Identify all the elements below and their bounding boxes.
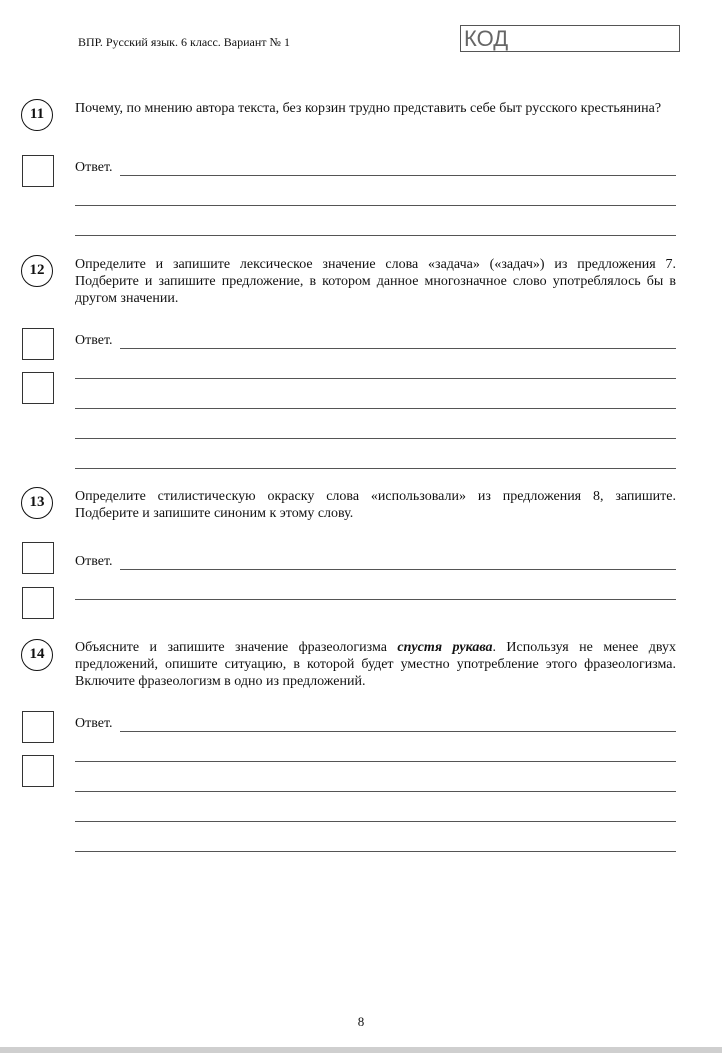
code-field[interactable]: КОД <box>460 25 680 52</box>
answer-line[interactable] <box>75 408 676 409</box>
score-box-12b[interactable] <box>22 372 54 404</box>
answer-line[interactable] <box>75 761 676 762</box>
score-box-12a[interactable] <box>22 328 54 360</box>
question-text-14 <box>75 639 676 690</box>
answer-line[interactable] <box>75 599 676 600</box>
answer-line[interactable] <box>75 468 676 469</box>
page-bottom-edge <box>0 1047 722 1053</box>
score-box-11[interactable] <box>22 155 54 187</box>
question-text-14-end: . Используя не менее двух предложений, опишите ситуацию, в которой будет уместно употребление этого фразеологизма. Включите фразеологизм в одно из предложений. <box>75 640 676 689</box>
answer-line[interactable] <box>120 731 676 732</box>
answer-line[interactable] <box>75 378 676 379</box>
score-box-13b[interactable] <box>22 587 54 619</box>
document-header-title: ВПР. Русский язык. 6 класс. Вариант № 1 <box>78 35 290 49</box>
score-box-14a[interactable] <box>22 711 54 743</box>
score-box-13a[interactable] <box>22 542 54 574</box>
score-box-14b[interactable] <box>22 755 54 787</box>
answer-line[interactable] <box>75 821 676 822</box>
page-number: 8 <box>357 1014 365 1029</box>
question-text-13: Определите стилистическую окраску слова «использовали» из предложения 8, запишите. Подберите и запишите синоним к этому слову. <box>75 489 676 521</box>
answer-line[interactable] <box>120 175 676 176</box>
answer-label-14: Ответ. <box>75 716 113 731</box>
question-text-12: Определите и запишите лексическое значение слова «задача» («задач») из предложения 7. Подберите и запишите предложение, в котором данное многозначное слово употреблялось бы в другом значении. <box>75 257 676 306</box>
answer-label-13: Ответ. <box>75 554 113 569</box>
answer-line[interactable] <box>75 235 676 236</box>
question-text-11: Почему, по мнению автора текста, без корзин трудно представить себе быт русского крестьянина? <box>75 101 662 116</box>
phraseologism: спустя рукава <box>397 640 493 655</box>
answer-line[interactable] <box>75 791 676 792</box>
answer-label-12: Ответ. <box>75 333 113 348</box>
question-text-14-start: Объясните и запишите значение фразеологизма <box>75 640 398 655</box>
answer-label-11: Ответ. <box>75 160 113 175</box>
answer-line[interactable] <box>120 569 676 570</box>
question-number-11: 11 <box>21 99 53 131</box>
answer-line[interactable] <box>75 438 676 439</box>
answer-line[interactable] <box>75 851 676 852</box>
question-number-12: 12 <box>21 255 53 287</box>
question-number-14: 14 <box>21 639 53 671</box>
answer-line[interactable] <box>120 348 676 349</box>
question-number-13: 13 <box>21 487 53 519</box>
answer-line[interactable] <box>75 205 676 206</box>
